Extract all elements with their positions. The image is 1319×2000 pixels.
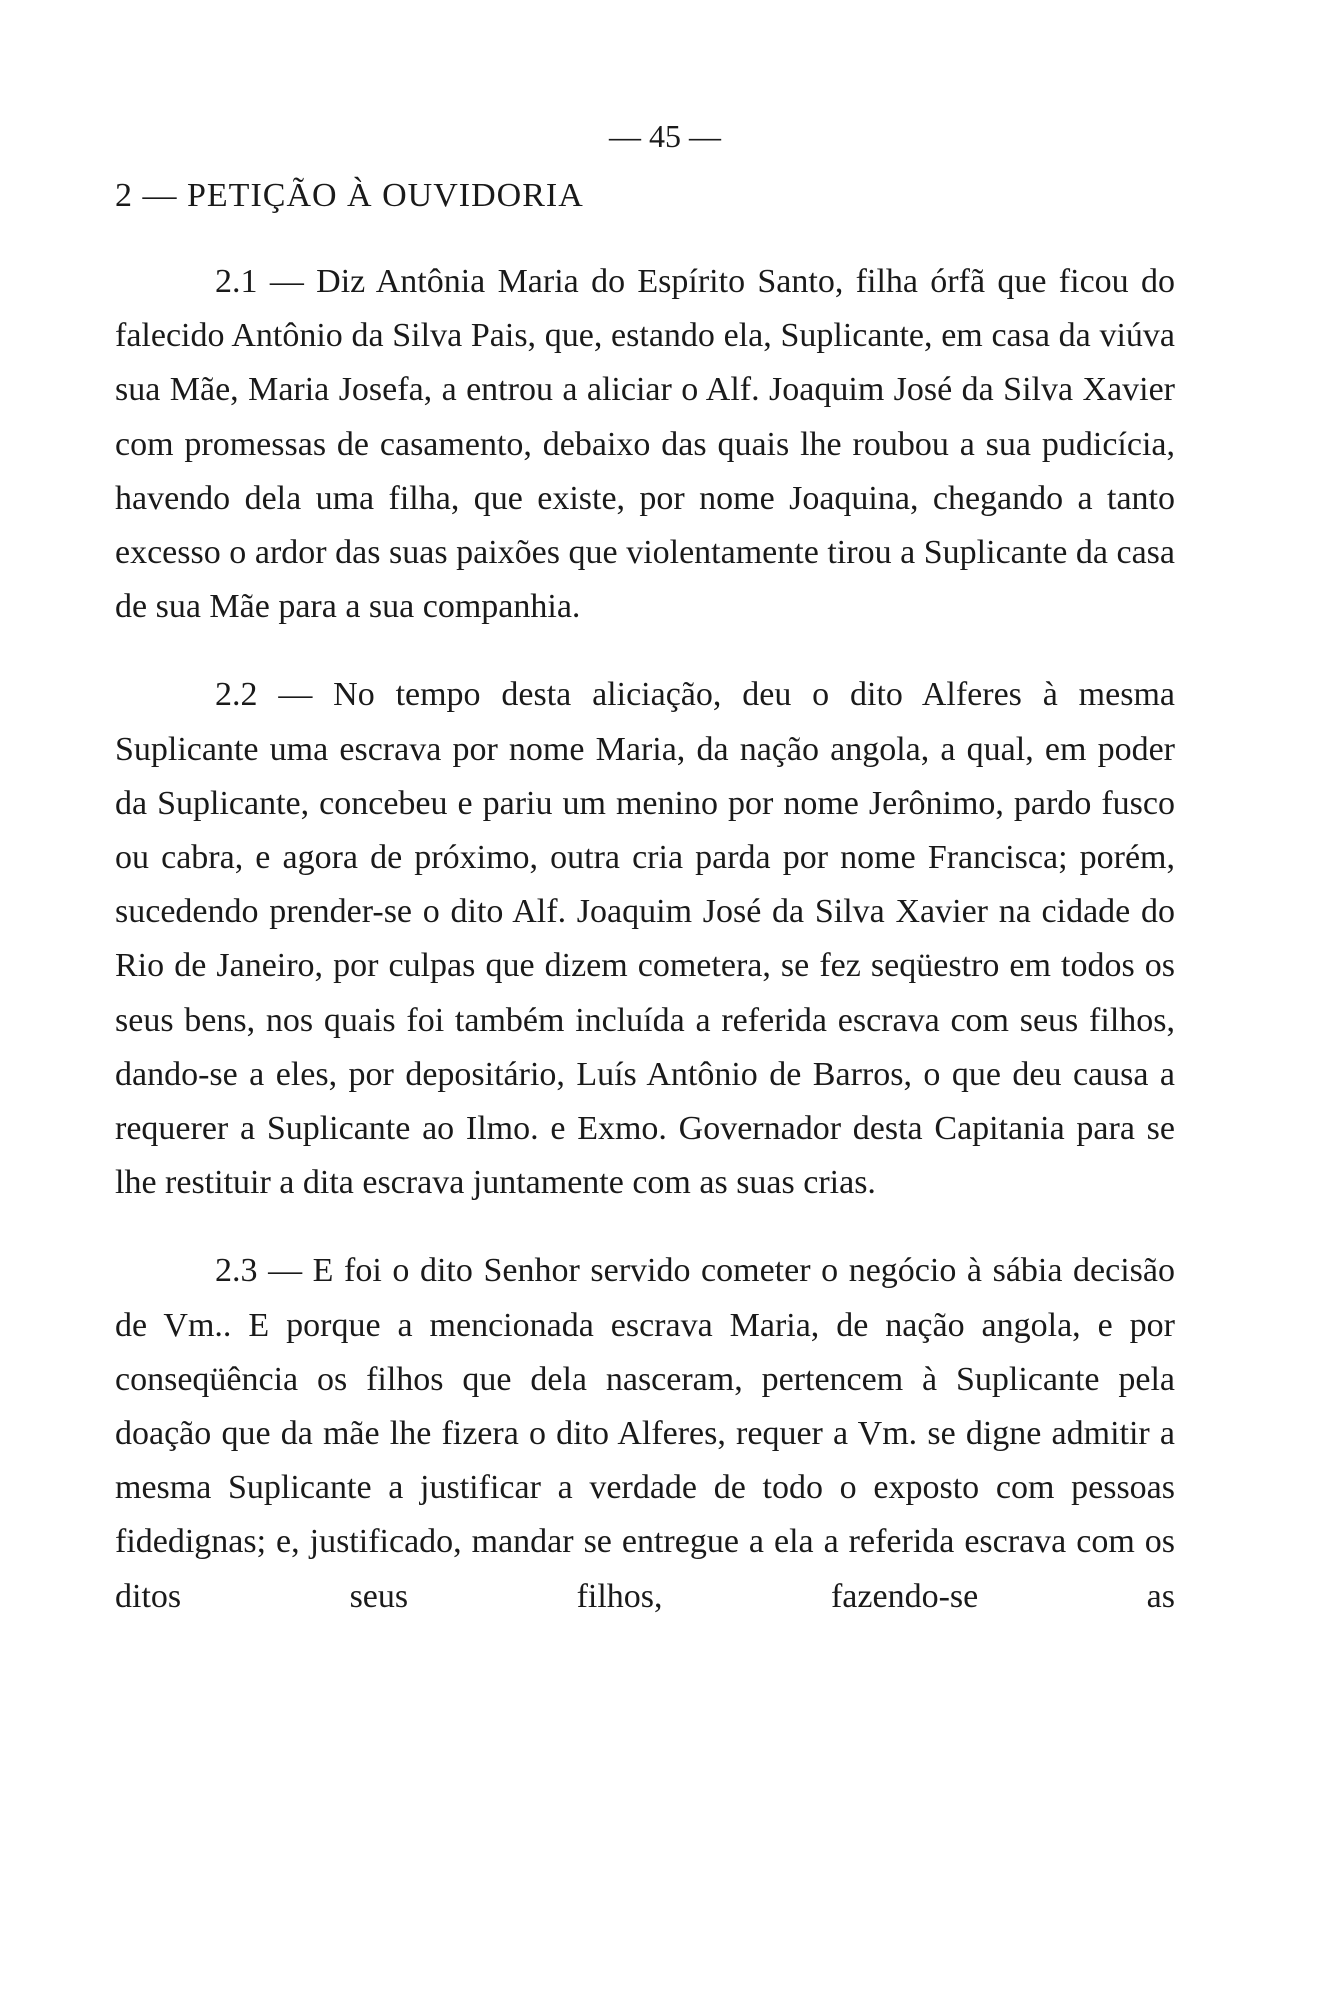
paragraph-2-1: 2.1 — Diz Antônia Maria do Espírito Santo, filha órfã que ficou do falecido Antônio da Silva Pais, que, estando ela, Suplicante, em casa da viúva sua Mãe, Maria Josefa, a entrou a aliciar o Alf. Joaquim José da Silva Xavier com promessas de casamento, debaixo das quais lhe roubou a sua pudicícia, havendo dela uma filha, que existe, por nome Joaquina, chegando a tanto excesso o ardor das suas paixões que violentamente tirou a Suplicante da casa de sua Mãe para a sua companhia. <box>115 263 1175 626</box>
page-number: — 45 — <box>609 118 721 154</box>
paragraph-2-2: 2.2 — No tempo desta aliciação, deu o dito Alferes à mesma Suplicante uma escrava por nome Maria, da nação angola, a qual, em poder da Suplicante, concebeu e pariu um menino por nome Jerônimo, pardo fusco ou cabra, e agora de próximo, outra cria parda por nome Francisca; porém, sucedendo prender-se o dito Alf. Joaquim José da Silva Xavier na cidade do Rio de Janeiro, por culpas que dizem cometera, se fez seqüestro em todos os seus bens, nos quais foi também incluída a referida escrava com seus filhos, dando-se a eles, por depositário, Luís Antônio de Barros, o que deu causa a requerer a Suplicante ao Ilmo. e Exmo. Governador desta Capitania para se lhe restituir a dita escrava juntamente com as suas crias. <box>115 676 1175 1202</box>
paragraph-2-3: 2.3 — E foi o dito Senhor servido cometer o negócio à sábia decisão de Vm.. E porque a mencionada escrava Maria, de nação angola, e por conseqüência os filhos que dela nasceram, pertencem à Suplicante pela doação que da mãe lhe fizera o dito Alferes, requer a Vm. se digne admitir a mesma Suplicante a justificar a verdade de todo o exposto com pessoas fidedignas; e, justificado, mandar se entregue a ela a referida escrava com os ditos seus filhos, fazendo-se as <box>115 1252 1175 1615</box>
document-page <box>115 118 1175 1624</box>
section-heading: 2 — PETIÇÃO À OUVIDORIA <box>115 177 584 214</box>
